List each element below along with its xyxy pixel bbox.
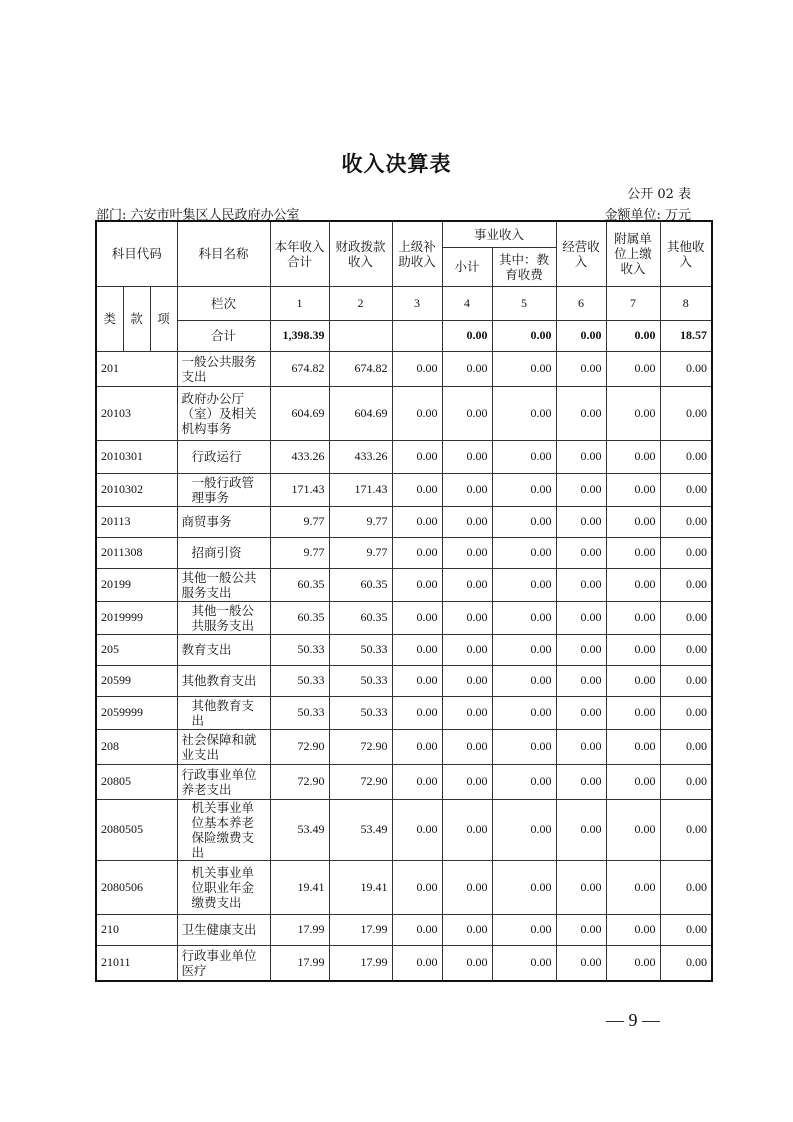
table-row [96, 473, 712, 506]
header-other: 其他收入 [660, 221, 712, 286]
row-total: 604.69 [270, 386, 329, 440]
row-fiscal: 433.26 [329, 440, 392, 473]
row-education: 0.00 [492, 634, 556, 665]
row-name: 社会保障和就业支出 [177, 729, 270, 764]
row-education: 0.00 [492, 914, 556, 945]
row-name: 政府办公厅（室）及相关机构事务 [177, 386, 270, 440]
row-education: 0.00 [492, 351, 556, 386]
row-affiliate: 0.00 [606, 914, 660, 945]
row-name: 其他教育支出 [177, 665, 270, 696]
row-education: 0.00 [492, 764, 556, 799]
row-other: 0.00 [660, 601, 712, 634]
col-number: 6 [556, 286, 606, 320]
row-code: 205 [96, 634, 177, 665]
row-total: 50.33 [270, 634, 329, 665]
row-code: 20805 [96, 764, 177, 799]
row-affiliate: 0.00 [606, 473, 660, 506]
total-label: 合计 [177, 320, 270, 351]
row-code: 2019999 [96, 601, 177, 634]
table-row [96, 764, 712, 799]
row-operating: 0.00 [556, 386, 606, 440]
row-other: 0.00 [660, 473, 712, 506]
row-total: 19.41 [270, 860, 329, 914]
row-total: 433.26 [270, 440, 329, 473]
col-number: 4 [442, 286, 492, 320]
row-other: 0.00 [660, 799, 712, 860]
row-subtotal: 0.00 [442, 473, 492, 506]
row-name: 其他一般公共服务支出 [177, 568, 270, 601]
unit-label: 金额单位: 万元 [604, 208, 691, 223]
row-code: 2011308 [96, 537, 177, 568]
income-table [95, 220, 713, 982]
row-fiscal: 50.33 [329, 696, 392, 729]
row-education: 0.00 [492, 696, 556, 729]
row-name: 一般公共服务支出 [177, 351, 270, 386]
row-fiscal: 53.49 [329, 799, 392, 860]
row-affiliate: 0.00 [606, 537, 660, 568]
row-operating: 0.00 [556, 914, 606, 945]
row-name: 行政运行 [177, 440, 270, 473]
row-affiliate: 0.00 [606, 945, 660, 981]
row-superior: 0.00 [392, 351, 442, 386]
row-affiliate: 0.00 [606, 440, 660, 473]
row-subtotal: 0.00 [442, 440, 492, 473]
row-operating: 0.00 [556, 440, 606, 473]
row-affiliate: 0.00 [606, 506, 660, 537]
table-row [96, 537, 712, 568]
header-education: 其中：教育收费 [492, 247, 556, 286]
row-superior: 0.00 [392, 799, 442, 860]
row-total: 17.99 [270, 914, 329, 945]
row-code: 20599 [96, 665, 177, 696]
total-cell: 0.00 [442, 320, 492, 351]
row-code: 210 [96, 914, 177, 945]
row-other: 0.00 [660, 860, 712, 914]
row-operating: 0.00 [556, 799, 606, 860]
row-code: 20113 [96, 506, 177, 537]
table-row [96, 665, 712, 696]
row-other: 0.00 [660, 914, 712, 945]
department-label: 部门: 六安市叶集区人民政府办公室 [96, 208, 300, 223]
row-fiscal: 72.90 [329, 764, 392, 799]
table-row [96, 568, 712, 601]
total-row [96, 320, 712, 351]
row-subtotal: 0.00 [442, 601, 492, 634]
table-row [96, 440, 712, 473]
row-subtotal: 0.00 [442, 945, 492, 981]
row-subtotal: 0.00 [442, 506, 492, 537]
row-other: 0.00 [660, 568, 712, 601]
row-subtotal: 0.00 [442, 537, 492, 568]
row-total: 17.99 [270, 945, 329, 981]
table-row [96, 860, 712, 914]
row-superior: 0.00 [392, 860, 442, 914]
row-other: 0.00 [660, 665, 712, 696]
form-number: 公开 02 表 [627, 187, 691, 202]
row-subtotal: 0.00 [442, 665, 492, 696]
row-operating: 0.00 [556, 473, 606, 506]
row-total: 9.77 [270, 537, 329, 568]
row-other: 0.00 [660, 729, 712, 764]
row-operating: 0.00 [556, 506, 606, 537]
row-affiliate: 0.00 [606, 351, 660, 386]
table-row [96, 914, 712, 945]
row-name: 教育支出 [177, 634, 270, 665]
row-subtotal: 0.00 [442, 729, 492, 764]
header-name: 科目名称 [177, 221, 270, 286]
row-name: 招商引资 [177, 537, 270, 568]
row-code: 2080505 [96, 799, 177, 860]
row-code: 201 [96, 351, 177, 386]
row-superior: 0.00 [392, 764, 442, 799]
header-superior: 上级补助收入 [392, 221, 442, 286]
row-superior: 0.00 [392, 601, 442, 634]
row-name: 机关事业单位职业年金缴费支出 [177, 860, 270, 914]
row-affiliate: 0.00 [606, 860, 660, 914]
header-kuan: 款 [123, 286, 150, 351]
row-subtotal: 0.00 [442, 696, 492, 729]
row-education: 0.00 [492, 386, 556, 440]
page-number: — 9 — [606, 1010, 660, 1030]
row-subtotal: 0.00 [442, 351, 492, 386]
row-name: 其他教育支出 [177, 696, 270, 729]
header-affiliate: 附属单位上缴收入 [606, 221, 660, 286]
col-number: 5 [492, 286, 556, 320]
row-subtotal: 0.00 [442, 860, 492, 914]
row-fiscal: 50.33 [329, 665, 392, 696]
row-name: 卫生健康支出 [177, 914, 270, 945]
row-operating: 0.00 [556, 351, 606, 386]
row-superior: 0.00 [392, 914, 442, 945]
table-row [96, 945, 712, 981]
row-superior: 0.00 [392, 506, 442, 537]
row-education: 0.00 [492, 860, 556, 914]
row-education: 0.00 [492, 568, 556, 601]
row-education: 0.00 [492, 473, 556, 506]
row-fiscal: 9.77 [329, 537, 392, 568]
table-row [96, 506, 712, 537]
row-subtotal: 0.00 [442, 568, 492, 601]
row-superior: 0.00 [392, 473, 442, 506]
row-operating: 0.00 [556, 601, 606, 634]
table-row [96, 386, 712, 440]
row-affiliate: 0.00 [606, 764, 660, 799]
row-education: 0.00 [492, 537, 556, 568]
row-total: 60.35 [270, 568, 329, 601]
table-row [96, 601, 712, 634]
row-other: 0.00 [660, 440, 712, 473]
row-fiscal: 17.99 [329, 914, 392, 945]
row-code: 21011 [96, 945, 177, 981]
col-number: 3 [392, 286, 442, 320]
row-affiliate: 0.00 [606, 665, 660, 696]
row-fiscal: 60.35 [329, 568, 392, 601]
row-fiscal: 50.33 [329, 634, 392, 665]
row-operating: 0.00 [556, 860, 606, 914]
header-operating: 经营收入 [556, 221, 606, 286]
row-education: 0.00 [492, 729, 556, 764]
row-affiliate: 0.00 [606, 634, 660, 665]
row-total: 53.49 [270, 799, 329, 860]
row-operating: 0.00 [556, 945, 606, 981]
header-subtotal: 小计 [442, 247, 492, 286]
table-row [96, 799, 712, 860]
row-total: 72.90 [270, 729, 329, 764]
row-subtotal: 0.00 [442, 914, 492, 945]
row-fiscal: 19.41 [329, 860, 392, 914]
row-total: 9.77 [270, 506, 329, 537]
row-subtotal: 0.00 [442, 386, 492, 440]
table-row [96, 634, 712, 665]
row-operating: 0.00 [556, 729, 606, 764]
row-superior: 0.00 [392, 634, 442, 665]
row-affiliate: 0.00 [606, 601, 660, 634]
row-total: 674.82 [270, 351, 329, 386]
row-other: 0.00 [660, 386, 712, 440]
table-row [96, 696, 712, 729]
row-total: 50.33 [270, 696, 329, 729]
table-row [96, 729, 712, 764]
total-cell: 18.57 [660, 320, 712, 351]
page-title: 收入决算表 [341, 152, 452, 176]
row-name: 一般行政管理事务 [177, 473, 270, 506]
row-fiscal: 17.99 [329, 945, 392, 981]
row-education: 0.00 [492, 799, 556, 860]
row-fiscal: 72.90 [329, 729, 392, 764]
header-code: 科目代码 [96, 221, 177, 286]
row-other: 0.00 [660, 506, 712, 537]
row-code: 2080506 [96, 860, 177, 914]
row-fiscal: 60.35 [329, 601, 392, 634]
row-superior: 0.00 [392, 568, 442, 601]
row-operating: 0.00 [556, 764, 606, 799]
header-lei: 类 [96, 286, 123, 351]
total-cell [392, 320, 442, 351]
row-affiliate: 0.00 [606, 729, 660, 764]
row-name: 行政事业单位医疗 [177, 945, 270, 981]
header-fiscal: 财政拨款收入 [329, 221, 392, 286]
row-code: 20103 [96, 386, 177, 440]
row-fiscal: 674.82 [329, 351, 392, 386]
row-affiliate: 0.00 [606, 386, 660, 440]
header-undertaking: 事业收入 [442, 221, 556, 247]
row-name: 行政事业单位养老支出 [177, 764, 270, 799]
row-fiscal: 9.77 [329, 506, 392, 537]
row-code: 208 [96, 729, 177, 764]
col-number: 1 [270, 286, 329, 320]
row-education: 0.00 [492, 665, 556, 696]
header-xiang: 项 [150, 286, 177, 351]
row-superior: 0.00 [392, 729, 442, 764]
row-subtotal: 0.00 [442, 799, 492, 860]
row-code: 20199 [96, 568, 177, 601]
row-total: 50.33 [270, 665, 329, 696]
row-other: 0.00 [660, 634, 712, 665]
row-superior: 0.00 [392, 440, 442, 473]
row-fiscal: 604.69 [329, 386, 392, 440]
total-cell [329, 320, 392, 351]
table-row [96, 351, 712, 386]
col-number: 2 [329, 286, 392, 320]
row-affiliate: 0.00 [606, 696, 660, 729]
row-operating: 0.00 [556, 537, 606, 568]
row-name: 商贸事务 [177, 506, 270, 537]
row-total: 72.90 [270, 764, 329, 799]
col-number: 7 [606, 286, 660, 320]
row-operating: 0.00 [556, 696, 606, 729]
row-subtotal: 0.00 [442, 634, 492, 665]
row-superior: 0.00 [392, 696, 442, 729]
row-fiscal: 171.43 [329, 473, 392, 506]
row-name: 机关事业单位基本养老保险缴费支出 [177, 799, 270, 860]
row-affiliate: 0.00 [606, 568, 660, 601]
total-cell: 0.00 [492, 320, 556, 351]
total-cell: 1,398.39 [270, 320, 329, 351]
row-operating: 0.00 [556, 634, 606, 665]
row-education: 0.00 [492, 945, 556, 981]
row-superior: 0.00 [392, 665, 442, 696]
row-code: 2010301 [96, 440, 177, 473]
col-number: 8 [660, 286, 712, 320]
row-education: 0.00 [492, 440, 556, 473]
row-other: 0.00 [660, 764, 712, 799]
row-code: 2010302 [96, 473, 177, 506]
row-affiliate: 0.00 [606, 799, 660, 860]
row-name: 其他一般公共服务支出 [177, 601, 270, 634]
row-other: 0.00 [660, 351, 712, 386]
row-superior: 0.00 [392, 945, 442, 981]
row-total: 171.43 [270, 473, 329, 506]
row-other: 0.00 [660, 945, 712, 981]
total-cell: 0.00 [606, 320, 660, 351]
row-education: 0.00 [492, 506, 556, 537]
row-superior: 0.00 [392, 386, 442, 440]
row-subtotal: 0.00 [442, 764, 492, 799]
header-total: 本年收入合计 [270, 221, 329, 286]
row-other: 0.00 [660, 696, 712, 729]
row-other: 0.00 [660, 537, 712, 568]
header-column-no: 栏次 [177, 286, 270, 320]
row-operating: 0.00 [556, 665, 606, 696]
row-education: 0.00 [492, 601, 556, 634]
row-superior: 0.00 [392, 537, 442, 568]
row-code: 2059999 [96, 696, 177, 729]
row-total: 60.35 [270, 601, 329, 634]
total-cell: 0.00 [556, 320, 606, 351]
row-operating: 0.00 [556, 568, 606, 601]
